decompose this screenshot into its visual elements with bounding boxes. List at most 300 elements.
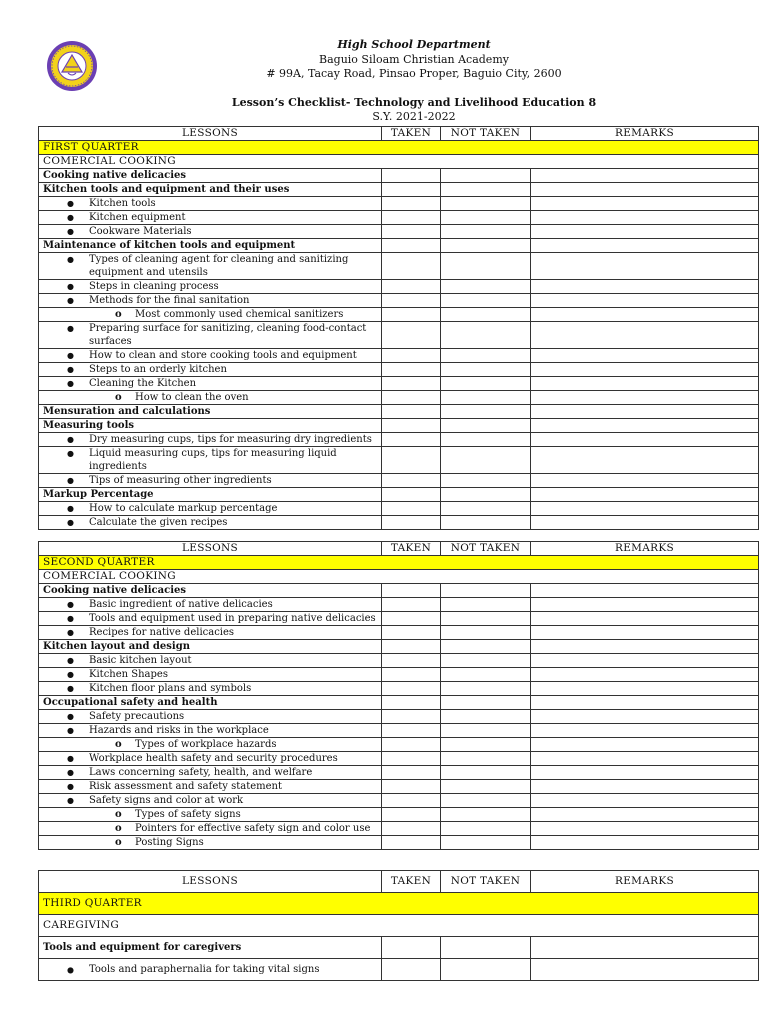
remarks-cell [531,211,759,225]
bullet-icon: ● [67,365,74,374]
remarks-cell [531,752,759,766]
lesson-cell [39,738,382,752]
quarter-row [39,141,759,155]
taken-cell [382,766,441,780]
school-address: # 99A, Tacay Road, Pinsao Proper, Baguio City, 2600 [266,67,562,80]
lesson-row [39,612,759,626]
sub-bullet-icon: o [115,823,122,834]
lesson-row [39,502,759,516]
lesson-cell [39,488,382,502]
not-taken-cell [441,349,531,363]
taken-cell [382,488,441,502]
lesson-text: Risk assessment and safety statement [89,781,282,792]
lesson-cell [39,197,382,211]
bullet-icon: ● [67,379,74,388]
remarks-cell [531,447,759,474]
bullet-icon: ● [67,600,74,609]
not-taken-cell [441,183,531,197]
not-taken-cell [441,710,531,724]
not-taken-column-header: NOT TAKEN [441,542,531,556]
taken-cell [382,584,441,598]
lesson-cell [39,322,382,349]
taken-cell [382,780,441,794]
taken-cell [382,239,441,253]
lesson-cell [39,377,382,391]
remarks-cell [531,640,759,654]
lesson-text: Posting Signs [135,837,204,848]
lesson-row [39,447,759,474]
bullet-icon: ● [67,351,74,360]
bullet-icon: ● [67,213,74,222]
lesson-row [39,377,759,391]
lesson-text: Types of workplace hazards [135,739,277,750]
remarks-cell [531,308,759,322]
taken-cell [382,349,441,363]
taken-cell [382,640,441,654]
taken-cell [382,308,441,322]
not-taken-cell [441,640,531,654]
taken-cell [382,280,441,294]
not-taken-cell [441,502,531,516]
lesson-text: Steps in cleaning process [89,281,219,292]
lesson-row [39,474,759,488]
taken-cell [382,433,441,447]
lesson-row [39,626,759,640]
not-taken-cell [441,516,531,530]
sub-bullet-icon: o [115,809,122,820]
lesson-cell [39,447,382,474]
lesson-row [39,654,759,668]
remarks-cell [531,363,759,377]
bullet-icon: ● [67,768,74,777]
remarks-cell [531,516,759,530]
lesson-text: Pointers for effective safety sign and color use [135,823,371,834]
lesson-text: Kitchen equipment [89,212,186,223]
department-heading: High School Department [337,38,491,51]
lesson-text: Tools and equipment for caregivers [43,942,242,953]
remarks-column-header: REMARKS [531,542,759,556]
remarks-cell [531,253,759,280]
lesson-cell [39,724,382,738]
taken-cell [382,391,441,405]
taken-cell [382,794,441,808]
lesson-cell [39,780,382,794]
lesson-row [39,322,759,349]
taken-cell [382,474,441,488]
lesson-row [39,915,759,937]
lesson-row [39,710,759,724]
lesson-cell [39,169,382,183]
bullet-icon: ● [67,726,74,735]
taken-cell [382,211,441,225]
quarter-title: SECOND QUARTER [39,556,759,570]
lesson-row [39,668,759,682]
lesson-text: How to clean and store cooking tools and equipment [89,350,357,361]
bullet-icon: ● [67,754,74,763]
lesson-row [39,570,759,584]
lesson-cell [39,710,382,724]
taken-cell [382,959,441,981]
lesson-row [39,516,759,530]
lesson-text: Recipes for native delicacies [89,627,235,638]
bullet-icon: ● [67,965,74,974]
lesson-cell [39,239,382,253]
lesson-row [39,598,759,612]
lesson-text: Safety precautions [89,711,185,722]
taken-cell [382,668,441,682]
lesson-cell [39,626,382,640]
bullet-icon: ● [67,255,74,264]
lesson-row [39,349,759,363]
bullet-icon: ● [67,614,74,623]
lesson-cell [39,391,382,405]
lesson-text: Laws concerning safety, health, and welfare [89,767,313,778]
bullet-icon: ● [67,227,74,236]
not-taken-cell [441,197,531,211]
lesson-row [39,433,759,447]
not-taken-cell [441,322,531,349]
quarter-title: FIRST QUARTER [39,141,759,155]
not-taken-cell [441,724,531,738]
taken-cell [382,502,441,516]
not-taken-cell [441,211,531,225]
taken-cell [382,363,441,377]
third-quarter-table [38,870,759,981]
lesson-text: Kitchen floor plans and symbols [89,683,252,694]
taken-cell [382,183,441,197]
lesson-row [39,197,759,211]
column-header-row [39,542,759,556]
lesson-text: Liquid measuring cups, tips for measuring liquid ingredients [89,448,337,472]
remarks-cell [531,169,759,183]
school-name: Baguio Siloam Christian Academy [319,53,509,66]
not-taken-cell [441,280,531,294]
lesson-cell [39,294,382,308]
taken-cell [382,377,441,391]
lesson-text: Measuring tools [43,420,135,431]
not-taken-cell [441,937,531,959]
lesson-row [39,682,759,696]
lesson-row [39,155,759,169]
lesson-row [39,391,759,405]
lesson-cell [39,696,382,710]
remarks-cell [531,474,759,488]
lesson-row [39,280,759,294]
taken-cell [382,322,441,349]
lesson-cell [39,682,382,696]
sub-bullet-icon: o [115,837,122,848]
lesson-row [39,253,759,280]
sub-bullet-icon: o [115,392,122,403]
lesson-cell [39,822,382,836]
remarks-cell [531,794,759,808]
not-taken-cell [441,253,531,280]
not-taken-cell [441,808,531,822]
not-taken-cell [441,169,531,183]
lesson-row [39,488,759,502]
taken-cell [382,598,441,612]
lesson-row [39,836,759,850]
remarks-cell [531,322,759,349]
lesson-row [39,308,759,322]
lesson-text: Most commonly used chemical sanitizers [135,309,344,320]
lesson-text: Calculate the given recipes [89,517,228,528]
taken-cell [382,682,441,696]
remarks-cell [531,225,759,239]
remarks-cell [531,197,759,211]
lesson-row [39,738,759,752]
lesson-text: Preparing surface for sanitizing, cleaning food-contact surfaces [89,323,367,347]
taken-cell [382,405,441,419]
remarks-cell [531,488,759,502]
bullet-icon: ● [67,796,74,805]
taken-cell [382,937,441,959]
bullet-icon: ● [67,670,74,679]
not-taken-cell [441,738,531,752]
not-taken-cell [441,447,531,474]
lesson-row [39,937,759,959]
remarks-cell [531,808,759,822]
taken-cell [382,738,441,752]
lesson-text: How to clean the oven [135,392,249,403]
remarks-cell [531,766,759,780]
not-taken-column-header: NOT TAKEN [441,127,531,141]
not-taken-cell [441,654,531,668]
remarks-cell [531,502,759,516]
bullet-icon: ● [67,628,74,637]
lesson-row [39,640,759,654]
lesson-cell [39,937,382,959]
taken-cell [382,197,441,211]
not-taken-cell [441,474,531,488]
lesson-row [39,169,759,183]
remarks-cell [531,419,759,433]
taken-cell [382,808,441,822]
lesson-cell [39,766,382,780]
lesson-row [39,363,759,377]
not-taken-cell [441,294,531,308]
lesson-text: Occupational safety and health [43,697,218,708]
remarks-cell [531,391,759,405]
not-taken-cell [441,488,531,502]
remarks-cell [531,822,759,836]
lesson-row [39,405,759,419]
not-taken-cell [441,225,531,239]
lesson-text: Cleaning the Kitchen [89,378,197,389]
lesson-cell [39,280,382,294]
lesson-row [39,822,759,836]
not-taken-cell [441,780,531,794]
sub-bullet-icon: o [115,739,122,750]
first-quarter-table [38,126,759,530]
section-title: COMERCIAL COOKING [39,570,759,584]
taken-cell [382,836,441,850]
bullet-icon: ● [67,518,74,527]
lesson-row [39,584,759,598]
lesson-row [39,239,759,253]
section-title: CAREGIVING [39,915,759,937]
lesson-text: Cookware Materials [89,226,192,237]
lesson-cell [39,433,382,447]
remarks-cell [531,836,759,850]
remarks-cell [531,349,759,363]
bullet-icon: ● [67,684,74,693]
quarter-title: THIRD QUARTER [39,893,759,915]
remarks-cell [531,959,759,981]
section-title: COMERCIAL COOKING [39,155,759,169]
lesson-text: How to calculate markup percentage [89,503,278,514]
lesson-cell [39,211,382,225]
lesson-text: Safety signs and color at work [89,795,244,806]
taken-cell [382,169,441,183]
bullet-icon: ● [67,282,74,291]
taken-cell [382,516,441,530]
not-taken-cell [441,959,531,981]
lesson-text: Markup Percentage [43,489,154,500]
lesson-cell [39,419,382,433]
lesson-cell [39,640,382,654]
not-taken-cell [441,419,531,433]
remarks-cell [531,937,759,959]
taken-cell [382,626,441,640]
lesson-cell [39,349,382,363]
lesson-text: Kitchen layout and design [43,641,190,652]
remarks-cell [531,780,759,794]
checklist-title: Lesson’s Checklist- Technology and Livelihood Education 8 [231,96,597,109]
bullet-icon: ● [67,476,74,485]
bullet-icon: ● [67,199,74,208]
lesson-cell [39,808,382,822]
lesson-text: Workplace health safety and security procedures [89,753,338,764]
not-taken-cell [441,598,531,612]
taken-cell [382,822,441,836]
lesson-row [39,752,759,766]
taken-cell [382,294,441,308]
not-taken-cell [441,433,531,447]
remarks-cell [531,738,759,752]
remarks-cell [531,626,759,640]
column-header-row [39,871,759,893]
taken-cell [382,612,441,626]
remarks-cell [531,405,759,419]
remarks-cell [531,280,759,294]
quarter-row [39,556,759,570]
bullet-icon: ● [67,656,74,665]
lesson-cell [39,612,382,626]
lesson-text: Kitchen tools [89,198,156,209]
lesson-cell [39,584,382,598]
lesson-row [39,211,759,225]
column-header-row [39,127,759,141]
taken-column-header: TAKEN [382,127,441,141]
lesson-cell [39,668,382,682]
not-taken-cell [441,391,531,405]
lesson-cell [39,516,382,530]
not-taken-cell [441,696,531,710]
remarks-cell [531,696,759,710]
remarks-cell [531,682,759,696]
taken-cell [382,710,441,724]
lessons-column-header: LESSONS [39,127,382,141]
lesson-text: Tips of measuring other ingredients [89,475,272,486]
lesson-cell [39,836,382,850]
lesson-row [39,696,759,710]
lesson-cell [39,183,382,197]
not-taken-cell [441,308,531,322]
not-taken-cell [441,239,531,253]
lesson-row [39,780,759,794]
remarks-cell [531,710,759,724]
lesson-text: Steps to an orderly kitchen [89,364,227,375]
not-taken-cell [441,668,531,682]
bullet-icon: ● [67,782,74,791]
taken-cell [382,447,441,474]
lesson-row [39,794,759,808]
bullet-icon: ● [67,324,74,333]
not-taken-column-header: NOT TAKEN [441,871,531,893]
lesson-text: Dry measuring cups, tips for measuring dry ingredients [89,434,372,445]
not-taken-cell [441,682,531,696]
lesson-row [39,959,759,981]
not-taken-cell [441,363,531,377]
lesson-row [39,225,759,239]
lesson-row [39,766,759,780]
taken-cell [382,752,441,766]
lesson-row [39,419,759,433]
taken-cell [382,724,441,738]
bullet-icon: ● [67,504,74,513]
quarter-row [39,893,759,915]
lesson-cell [39,654,382,668]
taken-cell [382,654,441,668]
school-year: S.Y. 2021-2022 [372,110,456,123]
lesson-text: Maintenance of kitchen tools and equipment [43,240,296,251]
taken-cell [382,419,441,433]
taken-column-header: TAKEN [382,542,441,556]
lesson-row [39,183,759,197]
lesson-row [39,294,759,308]
sub-bullet-icon: o [115,309,122,320]
bullet-icon: ● [67,712,74,721]
remarks-cell [531,668,759,682]
remarks-column-header: REMARKS [531,127,759,141]
lesson-text: Types of safety signs [135,809,241,820]
lesson-text: Kitchen Shapes [89,669,168,680]
lesson-text: Types of cleaning agent for cleaning and sanitizing equipment and utensils [89,254,349,278]
lesson-cell [39,474,382,488]
lesson-text: Cooking native delicacies [43,170,186,181]
lesson-text: Hazards and risks in the workplace [89,725,269,736]
taken-cell [382,253,441,280]
remarks-cell [531,724,759,738]
lesson-row [39,724,759,738]
remarks-cell [531,294,759,308]
lesson-text: Methods for the final sanitation [89,295,250,306]
bullet-icon: ● [67,296,74,305]
taken-column-header: TAKEN [382,871,441,893]
lesson-cell [39,794,382,808]
taken-cell [382,225,441,239]
taken-cell [382,696,441,710]
second-quarter-table [38,541,759,850]
lesson-text: Tools and paraphernalia for taking vital signs [89,964,320,975]
remarks-cell [531,654,759,668]
not-taken-cell [441,822,531,836]
lesson-cell [39,225,382,239]
bullet-icon: ● [67,449,74,458]
lesson-cell [39,405,382,419]
lesson-row [39,808,759,822]
